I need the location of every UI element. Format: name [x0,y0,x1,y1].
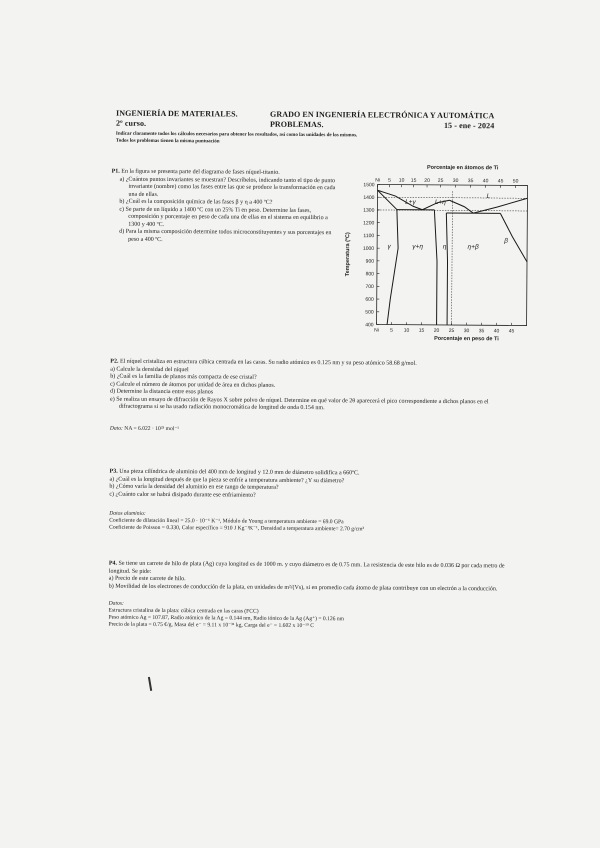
x-tick-label: 10 [403,327,410,334]
y-tick-label: 500 [365,309,374,316]
y-tick-label: 1100 [363,233,375,240]
phase-line-gamma-solvus [377,190,399,324]
y-tick-label: 1000 [362,245,375,252]
problem-1-label: P1. [111,168,120,175]
instructions-line-2: Todos los problemas tienen la misma puntuación [115,138,220,144]
y-tick-label: 1400 [363,194,375,202]
problem-1-item-d: d) Para la misma composición determine todos microconstituyentes y sus porcentajes en peso a 400 ºC. [119,228,332,243]
top-tick-label: 5 [388,177,391,184]
top-tick-label: 45 [497,178,504,185]
problem-1 [111,169,336,246]
region-label: η+β [467,243,479,251]
y-tick-label: 800 [365,271,374,278]
problem-3-item-a: a) ¿Cuál es la longitud después de que la pieza se enfríe a temperatura ambiente? ¿Y su diámetro? [109,476,345,484]
region-label: L+γ [405,198,416,206]
problem-2-item-e: e) Se realiza un ensayo de difracción de Rayos X sobre polvo de níquel. Determine en qué valor de 2θ aparecerá el pico correspondiente a dichos planos en el difractograma si se ha usado radiación monocromática de longitud de onda 0.154 nm. [110,396,489,412]
y-tick-label: 1500 [363,182,375,189]
x-tick-label: 15 [418,327,425,334]
y-tick-label: 400 [365,322,374,329]
problem-2-data-value: NA = 6.022 · 10²³ mol⁻¹ [124,425,179,432]
region-label: γ [387,243,391,251]
problem-2-item-a: a) Calcule la densidad del níquel [110,366,189,373]
top-tick-label: 20 [424,177,430,184]
problem-4-data-line-1: Estructura cristalina de la plata: cúbica centrada en las caras (FCC) [108,607,259,615]
region-label: γ+η [412,243,423,251]
top-tick-label: 10 [398,177,405,184]
problem-3-data-line-2: Coeficiente de Poisson = 0.330, Calor específico = 910 J Kg⁻¹K⁻¹, Densidad a temperatura ambiente= 2.70 g/cm³ [109,524,365,533]
x-tick-label: 5 [390,327,393,334]
pen-mark [148,677,152,691]
problem-3-item-b: b) ¿Cómo varía la densidad del aluminio en ese rango de temperatura? [109,483,279,491]
degree-title: GRADO EN INGENIERÍA ELECTRÓNICA Y AUTOMÁTICA [270,109,495,121]
phase-diagram-chart [336,162,537,348]
instructions [116,132,446,147]
plot-frame [377,184,528,325]
problem-3-item-c: c) ¿Cuánto calor se habrá disipado durante ese enfriamiento? [109,491,256,499]
problem-1-item-b: b) ¿Cuál es la composición química de las fases β y η a 400 ºC? [119,198,273,206]
x-tick-label: 35 [478,328,485,335]
problem-3-data-line-1: Coeficiente de dilatación lineal = 25.0 · 10⁻⁶ K⁻¹, Módulo de Young a temperatura ambiente = 69.0 GPa [109,517,344,526]
chart-title: Porcentaje en átomos de Ti [426,164,499,172]
top-tick-label: 15 [410,177,417,184]
region-label: β [504,237,509,245]
top-tick-label: 25 [437,177,444,184]
problem-2-data-label: Dato: [109,425,123,432]
region-label: η [442,243,447,251]
exam-date: 15 - ene - 2024 [443,120,495,131]
course-title: INGENIERÍA DE MATERIALES. [116,108,238,119]
exam-sheet [94,95,518,718]
top-tick-label: 30 [452,178,459,185]
problem-4-item-a: a) Precio de este carrete de hilo. [108,575,186,583]
top-tick-label: 40 [482,178,489,185]
y-tick-label: 900 [365,258,375,265]
problem-4-intro: Se tiene un carrete de hilo de plata (Ag) cuya longitud es de 1000 m. y cuyo diámetro es de 0.75 mm. La resistencia de este hilo es de 0.036 Ω por cada metro de longitud. Se pide: [108,560,505,575]
problem-3 [109,469,509,535]
problems-title: PROBLEMAS. [269,119,324,130]
problem-3-data-label: Datos aluminio: [109,510,146,517]
phase-line-eta-right [446,213,448,325]
problem-2 [110,359,511,435]
phase-line-eta-left [434,210,438,325]
top-tick-label: Ni [375,177,380,184]
course-year: 2º curso. [115,118,147,128]
region-label: L [486,192,491,201]
x-tick-label: Ni [374,327,379,334]
x-tick-label: 45 [508,328,515,335]
problem-2-item-b: b) ¿Cuál es la familia de planos más compacta de ese cristal? [110,373,257,381]
problem-1-item-c: c) Se parte de un líquido a 1400 ºC con un 25% Ti en peso. Determine las fases, composición y porcentaje en peso de cada una de ellas en el sistema en equilibrio a 1300 y 400 ºC. [119,206,328,228]
problem-1-item-a: a) ¿Cuántos puntos invariantes se muestran? Descríbelos, indicando tanto el tipo de punto invariante (nombre) como las fases entre las que se produce la transformación en cada una de ellas. [119,176,336,198]
x-tick-label: 25 [448,327,455,335]
problem-4-data-line-3: Precio de la plata = 0.75 €/g, Masa del e⁻ = 9.11 x 10⁻³¹ kg, Carga del e⁻ = 1.602 x 10⁻¹⁹ C [108,621,315,630]
y-tick-label: 700 [365,284,374,291]
region-label: L+η [434,198,446,207]
x-axis-label: Porcentaje en peso de Ti [434,335,499,343]
y-tick-label: 600 [365,296,374,303]
problem-2-item-c: c) Calcule el número de átomos por unidad de área en dichos planos. [110,381,276,389]
x-tick-label: 20 [433,327,440,334]
phase-line-liquidus-eta-right [449,200,473,213]
y-tick-label: 1300 [363,207,375,214]
top-tick-label: 35 [467,178,474,185]
problem-2-label: P2. [110,358,119,365]
problem-4 [108,561,508,632]
problem-2-item-d: d) Determine la distancia entre esos planos [110,388,214,396]
problem-4-item-b: b) Movilidad de los electrones de conducción de la plata, en unidades de m²/(Vs), si en promedio cada átomo de plata contribuye con un electrón a la conducción. [108,583,498,592]
problem-4-data-line-2: Peso atómico Ag = 107.87, Radio atómico de la Ag = 0.144 nm, Radio iónico de la Ag (Ag⁺) = 0.126 nm [108,614,345,623]
problem-4-data-label: Datos: [108,600,124,607]
problem-3-intro: Una pieza cilíndrica de aluminio del 400 mm de longitud y 12.0 mm de diámetro solidifica a 660ºC. [119,468,360,477]
x-tick-label: 40 [493,328,500,335]
problem-3-label: P3. [109,468,118,475]
y-tick-label: 1200 [363,220,375,227]
problem-2-intro: El níquel cristaliza en estructura cúbica centrada en las caras. Su radio atómico es 0.125 nm y su peso atómico 58.68 g/mol. [119,358,417,367]
y-axis-label: Temperatura (ºC) [344,232,352,277]
problem-1-intro: En la figura se presenta parte del diagrama de fases níquel-titanio. [121,168,280,176]
top-tick-label: 50 [512,178,519,185]
instructions-line-1: Indicar claramente todos los cálculos necesarios para obtener los resultados, así como las unidades de los mismos. [115,131,358,139]
problem-4-label: P4. [108,560,118,567]
x-tick-label: 30 [463,328,470,335]
phase-line-liquidus-right [473,198,527,214]
